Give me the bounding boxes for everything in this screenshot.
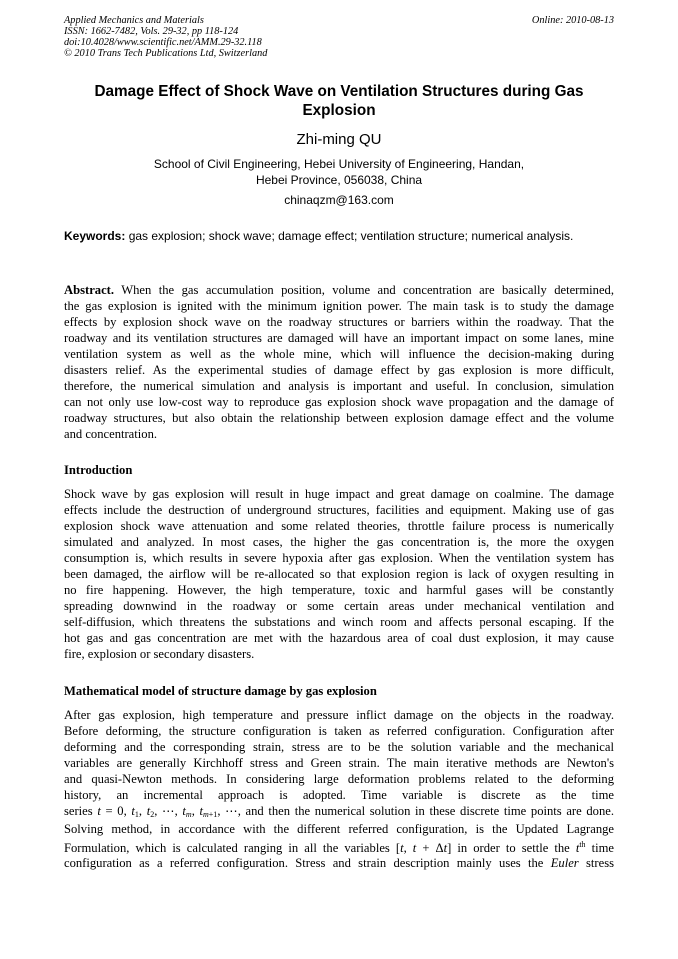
model-line: and quasi-Newton methods. In considering large deformation problems related to the deforming [64, 772, 614, 786]
model-line: Solving method, in accordance with the different referred configuration, is the Updated Lagrange [64, 822, 614, 836]
affiliation-line: School of Civil Engineering, Hebei University of Engineering, Handan, [153, 157, 525, 171]
keywords-text: gas explosion; shock wave; damage effect; ventilation structure; numerical analysis. [125, 229, 574, 243]
intro-line: spreading downwind in the roadway or some certain areas under mechanical ventilation and [64, 599, 614, 613]
model-line: After gas explosion, high temperature and pressure inflict damage on the objects in the roadway. [64, 708, 614, 722]
model-line: configuration as a referred configuration. Stress and strain description mainly uses the Euler stress [64, 856, 614, 870]
introduction-body [64, 486, 614, 662]
intro-line: self-diffusion, which threatens the substations and winch room and affects personal escaping. If the [64, 615, 614, 629]
intro-line: consumption is, which results in severe hypoxia after gas explosion. When the ventilation system has [64, 551, 614, 565]
intro-line: hot gas and gas concentration are met with the hazardous area of coal dust explosion, it may cause [64, 631, 614, 645]
model-line: deforming and the corresponding strain, stress are to be the solution variable and the mechanical [64, 740, 614, 754]
abstract [64, 282, 614, 442]
abstract-line: Abstract. When the gas accumulation position, volume and concentration are basically determined, [64, 283, 614, 297]
time-series-formula: t = 0, $t_1$, $t_2$, ⋯, $t_m$, $t_{m+1}$, ⋯ [97, 804, 238, 819]
keywords [64, 229, 624, 244]
model-line-formulation: Formulation, which is calculated ranging in all the variables [t, t + Δt] in order to settle the $t^{th}$ time [64, 840, 614, 855]
copyright-line: © 2010 Trans Tech Publications Ltd, Switzerland [64, 48, 268, 59]
section-heading-introduction: Introduction [64, 463, 133, 477]
journal-name: Applied Mechanics and Materials [64, 15, 204, 26]
intro-line: effects include the destruction of underground structures, facilities and equipment. Making use of gas [64, 503, 614, 517]
intro-line: fire, explosion or secondary disasters. [64, 647, 255, 661]
abstract-line: disasters relief. As the experimental studies of damage effect by gas explosion is more difficult, [64, 363, 614, 377]
author-email[interactable]: chinaqzm@163.com [284, 193, 394, 207]
model-line-series: series t = 0, $t_1$, $t_2$, ⋯, $t_m$, $t_{m+1}$, ⋯, and then the numerical solution in these discrete time points are done. [64, 804, 615, 819]
interval-formula: [t, t + Δt] [395, 841, 452, 855]
journal-header [64, 15, 267, 59]
abstract-label: Abstract. [64, 283, 115, 297]
online-date: Online: 2010-08-13 [531, 15, 614, 26]
abstract-line: roadway structures, but also obtain the relationship between explosion damage effect and the volume [64, 411, 614, 425]
paper-title [64, 82, 614, 120]
model-body [64, 707, 614, 871]
author-name: Zhi-ming QU [296, 131, 382, 148]
abstract-line: effects by explosion shock wave on the roadway structures or barriers within the roadway. That the [64, 315, 614, 329]
abstract-line: the gas explosion is ignited with the minimum ignition power. The main task is to study the damage [64, 299, 614, 313]
model-line: variables are generally Kirchhoff stress and Green strain. The main iterative methods are Newton's [64, 756, 614, 770]
intro-line: explosion shock wave attenuation and some related theories, throttle failure process is numerically [64, 519, 614, 533]
abstract-line: ventilation system as well as the whole mine, which will influence the decision-making during [64, 347, 614, 361]
intro-line: simulated and analyzed. In most cases, the higher the gas concentration is, the more the oxygen [64, 535, 614, 549]
title-line: Damage Effect of Shock Wave on Ventilation Structures during Gas [94, 83, 584, 100]
abstract-line: and concentration. [64, 427, 158, 441]
keywords-label: Keywords: [64, 229, 126, 243]
intro-line: no fire happening. However, the high temperature, toxic and harmful gases will be constantly [64, 583, 614, 597]
section-heading-model: Mathematical model of structure damage by gas explosion [64, 684, 377, 698]
doi-line: doi:10.4028/www.scientific.net/AMM.29-32.118 [64, 37, 262, 48]
title-line: Explosion [302, 102, 376, 119]
affiliation [64, 156, 614, 188]
abstract-line: can not only use low-cost way to reproduce gas explosion shock wave propagation and the damage of [64, 395, 614, 409]
abstract-line: therefore, the numerical simulation and analysis is important and useful. In conclusion, simulation [64, 379, 614, 393]
euler-term: Euler [550, 856, 579, 870]
affiliation-line: Hebei Province, 056038, China [255, 173, 423, 187]
issn-line: ISSN: 1662-7482, Vols. 29-32, pp 118-124 [64, 26, 239, 37]
abstract-line: roadway and its ventilation structures are damaged will have an important impact on some lanes, mine [64, 331, 614, 345]
model-line: Before deforming, the structure configuration is taken as referred configuration. Configuration after [64, 724, 614, 738]
intro-line: been damaged, the airflow will be re-allocated so that explosion region is lack of oxygen resulting in [64, 567, 614, 581]
intro-line: Shock wave by gas explosion will result in huge impact and great damage on coalmine. The damage [64, 487, 614, 501]
model-line: history, an incremental approach is adopted. Time variable is discrete as the time [64, 788, 614, 802]
